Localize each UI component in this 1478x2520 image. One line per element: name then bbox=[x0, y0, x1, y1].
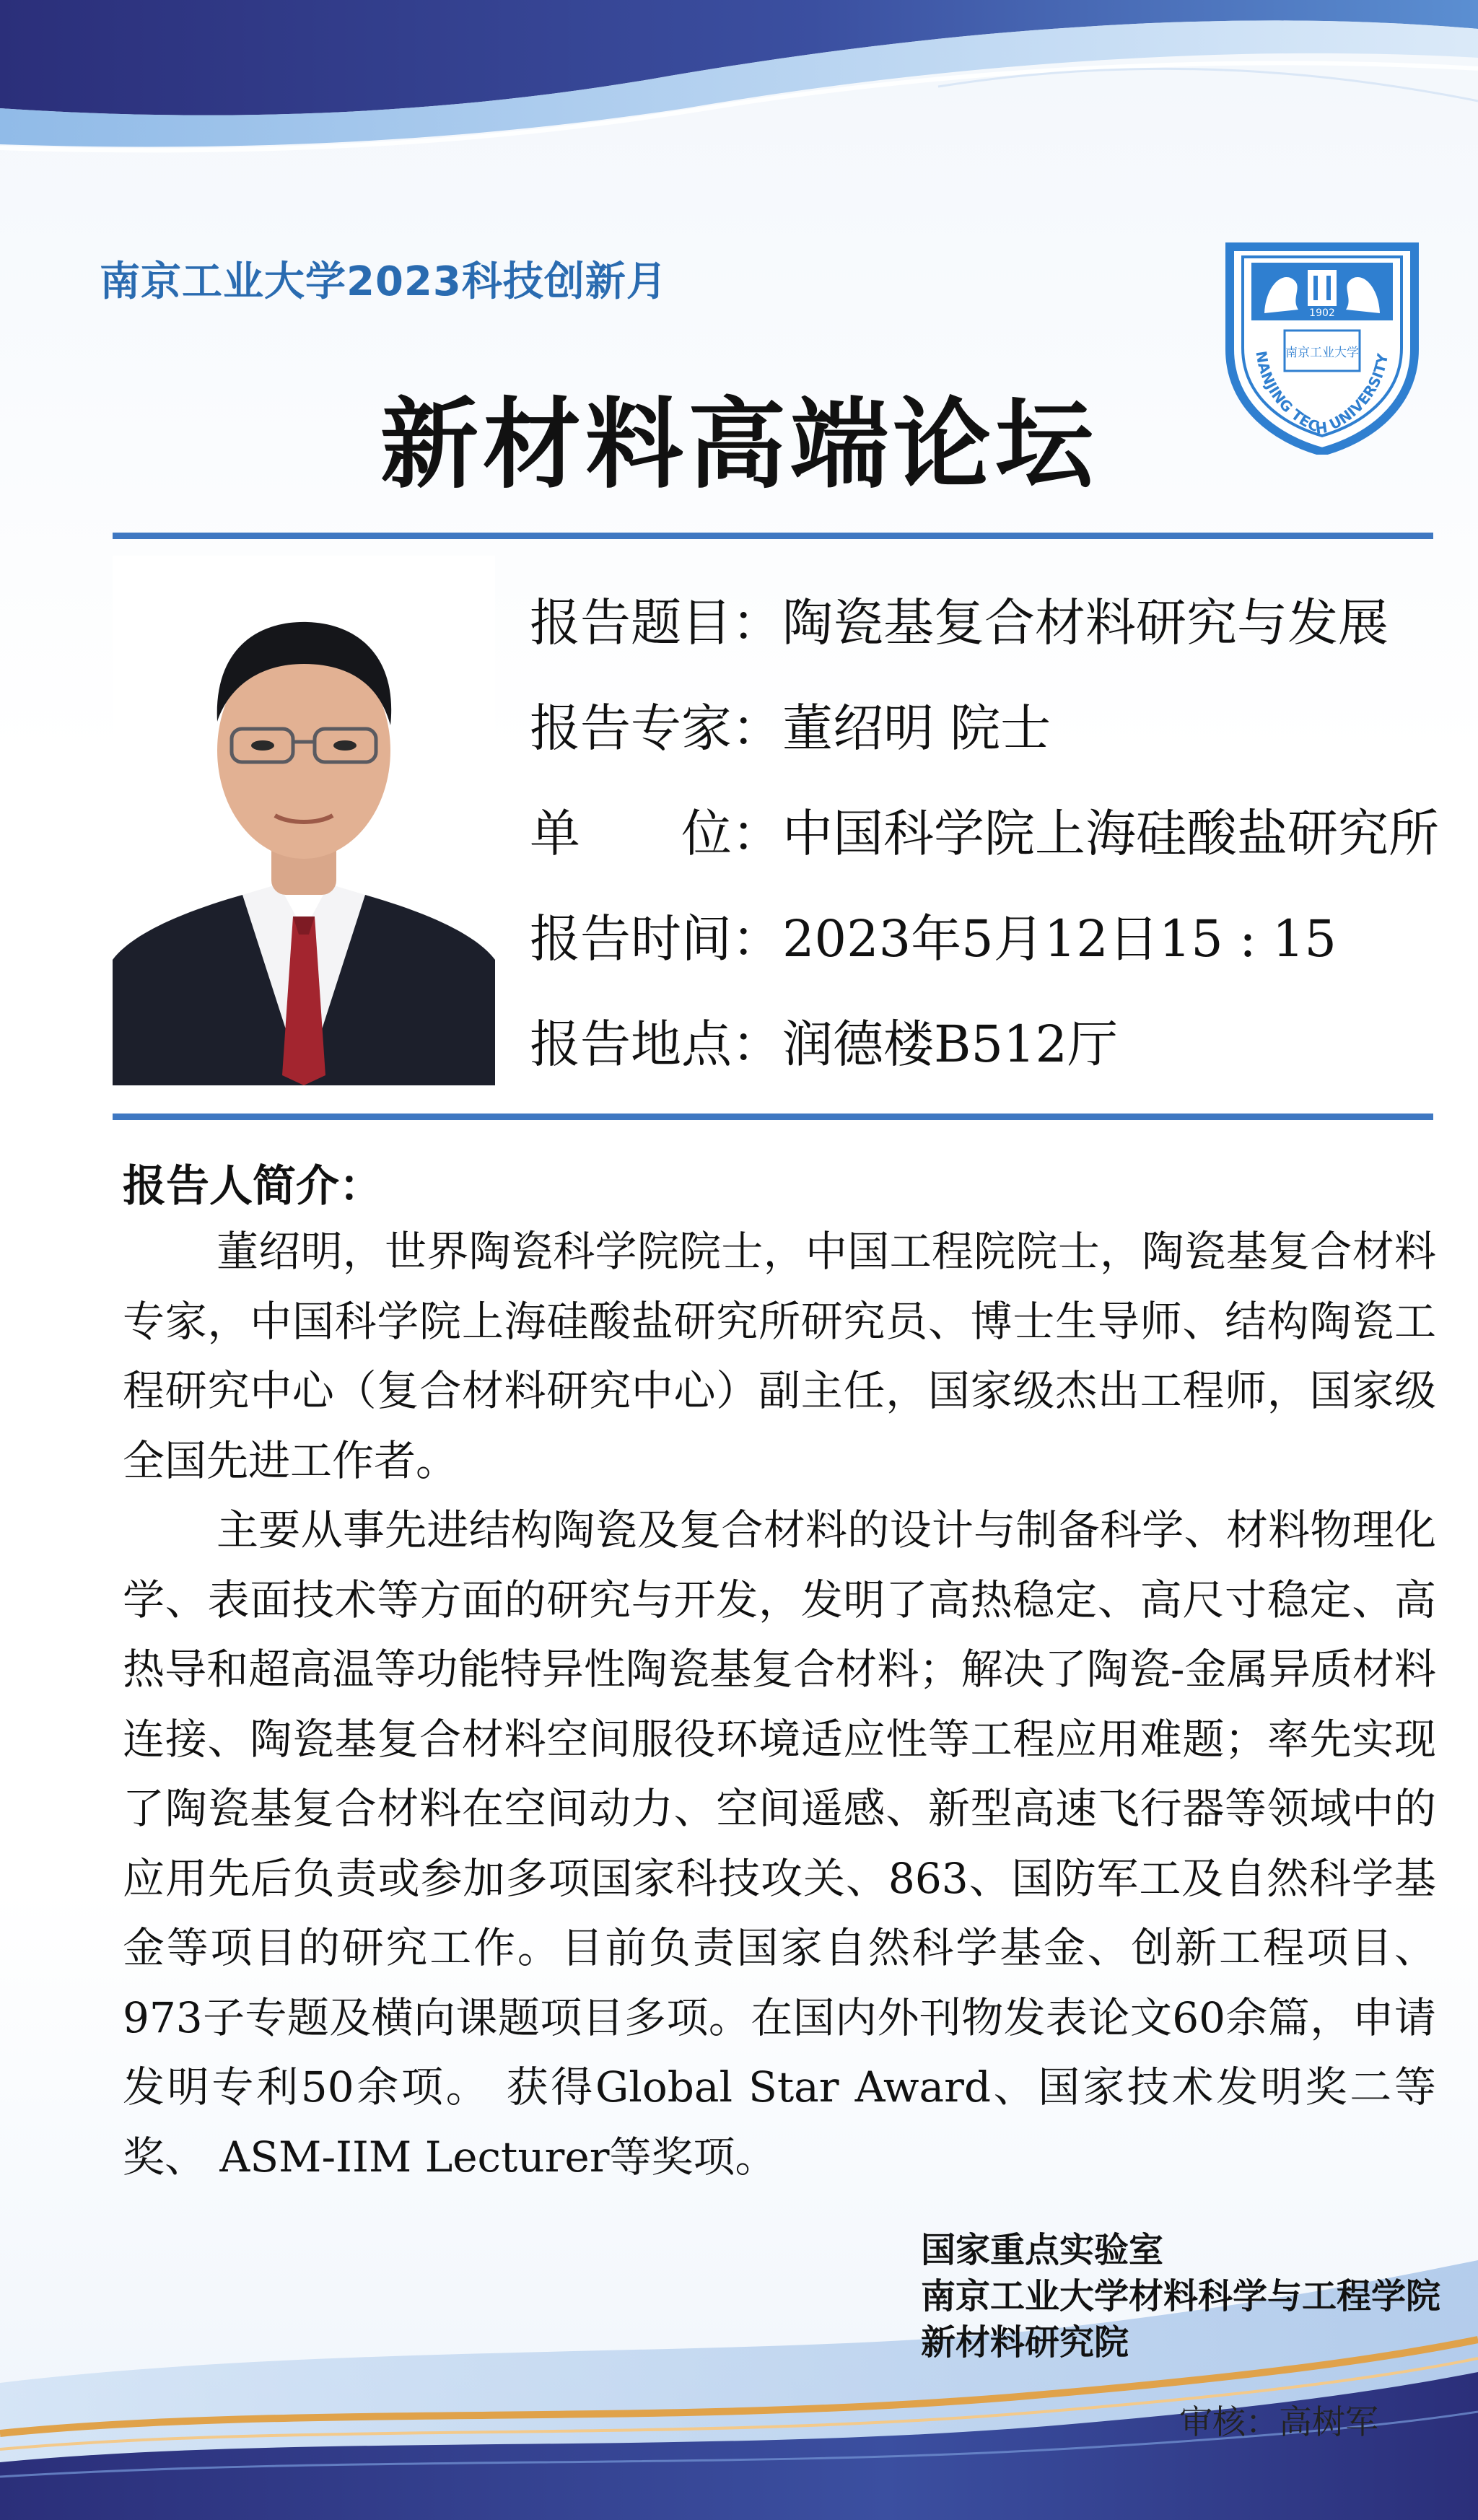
info-expert bbox=[530, 688, 1468, 794]
organizer-line-2: 南京工业大学材料科学与工程学院 bbox=[921, 2276, 1441, 2316]
expert-label: 报告专家： bbox=[530, 699, 782, 758]
organizer-block bbox=[921, 2227, 1440, 2366]
page-title: 新材料高端论坛 bbox=[380, 388, 1098, 502]
place-label: 报告地点： bbox=[530, 1015, 782, 1074]
time-label: 报告时间： bbox=[530, 909, 782, 968]
report-info bbox=[530, 583, 1468, 1110]
speaker-photo bbox=[113, 556, 495, 1085]
expert-value: 董绍明 院士 bbox=[782, 699, 1051, 758]
topic-label: 报告题目： bbox=[530, 593, 782, 652]
organizer-line-1: 国家重点实验室 bbox=[921, 2230, 1164, 2270]
logo-year: 1902 bbox=[1309, 307, 1335, 319]
organizer-line-3: 新材料研究院 bbox=[921, 2322, 1129, 2363]
logo-ring-text: NANJING TECH UNIVERSITY bbox=[1252, 349, 1392, 438]
unit-value: 中国科学院上海硅酸盐研究所 bbox=[782, 804, 1439, 863]
divider-bottom bbox=[113, 1114, 1433, 1120]
bio-text bbox=[123, 1217, 1436, 2192]
bio-heading: 报告人简介： bbox=[123, 1161, 382, 1212]
time-value: 2023年5月12日15 : 15 bbox=[782, 909, 1337, 968]
info-unit bbox=[530, 794, 1468, 899]
reviewer: 审核：高树军 bbox=[1179, 2402, 1378, 2441]
logo-seal-text: 南京工业大学 bbox=[1285, 346, 1359, 360]
place-value: 润德楼B512厅 bbox=[782, 1015, 1119, 1074]
info-time bbox=[530, 899, 1468, 1005]
divider-top bbox=[113, 533, 1433, 539]
info-topic bbox=[530, 583, 1468, 688]
info-place bbox=[530, 1005, 1468, 1110]
bio-paragraph-1: 董绍明，世界陶瓷科学院院士，中国工程院院士，陶瓷基复合材料专家，中国科学院上海硅酸盐研究所研究员、博士生导师、结构陶瓷工程研究中心（复合材料研究中心）副主任，国家级杰出工程师，国家级全国先进工作者。 bbox=[123, 1227, 1436, 1485]
event-line: 南京工业大学2023科技创新月 bbox=[100, 258, 668, 305]
bio-paragraph-2: 主要从事先进结构陶瓷及复合材料的设计与制备科学、材料物理化学、表面技术等方面的研究与开发，发明了高热稳定、高尺寸稳定、高热导和超高温等功能特异性陶瓷基复合材料；解决了陶瓷-金属异质材料连接、陶瓷基复合材料空间服役环境适应性等工程应用难题；率先实现了陶瓷基复合材料在空间动力、空间遥感、新型高速飞行器等领域中的应用先后负责或参加多项国家科技攻关、863、国防军工及自然科学基金等项目的研究工作。目前负责国家自然科学基金、创新工程项目、973子专题及横向课题项目多项。在国内外刊物发表论文60余篇，申请发明专利50余项。 获得Global Star Award、国家技术发明奖二等奖、 ASM-IIM Lecturer等奖项。 bbox=[123, 1505, 1436, 2182]
unit-label: 单 位： bbox=[530, 804, 782, 863]
topic-value: 陶瓷基复合材料研究与发展 bbox=[782, 593, 1389, 652]
top-wave-banner bbox=[0, 0, 1478, 231]
